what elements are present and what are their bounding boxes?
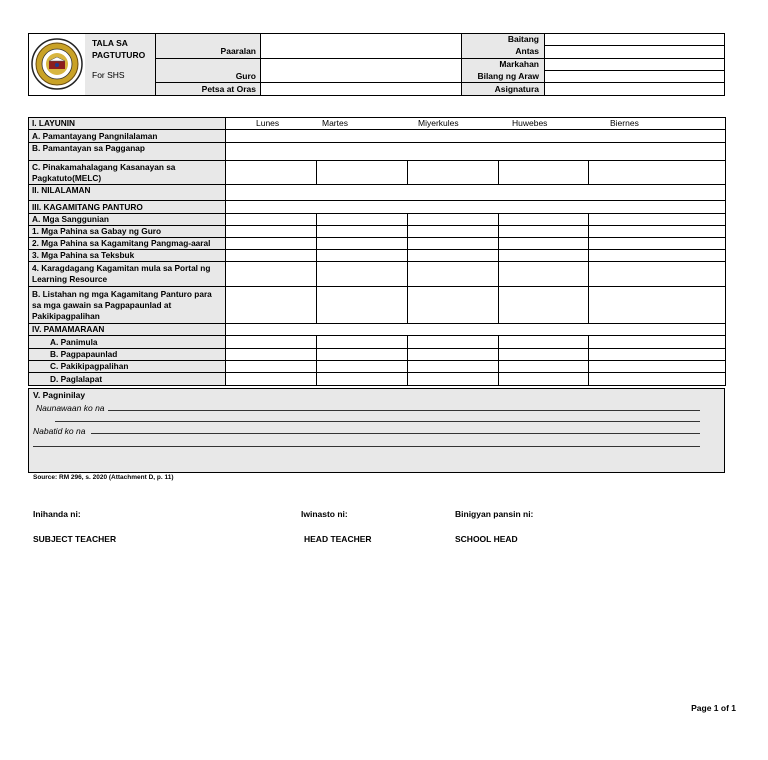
cell-input[interactable] [589, 238, 726, 250]
row-label: 1. Mga Pahina sa Gabay ng Guro [29, 226, 226, 238]
cell-input[interactable] [408, 238, 499, 250]
cell-input[interactable] [226, 349, 317, 361]
cell-input[interactable] [589, 349, 726, 361]
divider [462, 82, 724, 83]
cell-input[interactable] [226, 361, 317, 373]
field-label-asignatura: Asignatura [494, 84, 539, 94]
title-cell [85, 34, 155, 95]
cell-input[interactable] [589, 373, 726, 386]
cell-input[interactable] [317, 161, 408, 185]
cell-input[interactable] [499, 161, 589, 185]
title-line-1: TALA SA [92, 38, 128, 48]
row-label: A. Panimula [29, 336, 226, 349]
field-input-petsa[interactable] [261, 83, 461, 95]
subtitle: For SHS [92, 70, 125, 80]
day-label: Lunes [256, 118, 280, 128]
cell-input[interactable] [408, 250, 499, 262]
row-input[interactable] [226, 185, 726, 201]
row-label: IV. PAMAMARAAN [29, 324, 226, 336]
title-line-2: PAGTUTURO [92, 50, 146, 60]
field-input-guro[interactable] [261, 59, 461, 82]
reflection-prompt-1: Naunawaan ko na [36, 403, 105, 413]
table-row [29, 143, 726, 161]
row-label: I. LAYUNIN [29, 118, 226, 130]
table-row [29, 250, 726, 262]
school-head-role: SCHOOL HEAD [455, 534, 518, 544]
noted-by-label: Binigyan pansin ni: [455, 509, 534, 519]
cell-input[interactable] [226, 336, 317, 349]
row-input[interactable] [226, 201, 726, 214]
cell-input[interactable] [408, 262, 499, 287]
reflection-title: V. Pagninilay [33, 390, 86, 400]
field-label-guro: Guro [235, 71, 256, 81]
page-number: Page 1 of 1 [691, 703, 736, 713]
days-header [226, 118, 726, 130]
cell-input[interactable] [317, 373, 408, 386]
cell-input[interactable] [408, 336, 499, 349]
table-row [29, 336, 726, 349]
day-label: Huwebes [512, 118, 548, 128]
row-label: II. NILALAMAN [29, 185, 226, 201]
cell-input[interactable] [408, 226, 499, 238]
head-teacher-role: HEAD TEACHER [304, 534, 372, 544]
day-label: Martes [322, 118, 348, 128]
source-note: Source: RM 296, s. 2020 (Attachment D, p. 11) [33, 474, 174, 481]
cell-input[interactable] [317, 262, 408, 287]
row-label: C. Pinakamahalagang Kasanayan sa Pagkatuto(MELC) [29, 161, 226, 185]
day-label: Miyerkules [418, 118, 459, 128]
row-label: 3. Mga Pahina sa Teksbuk [29, 250, 226, 262]
cell-input[interactable] [317, 361, 408, 373]
cell-input[interactable] [589, 287, 726, 324]
table-row [29, 262, 726, 287]
cell-input[interactable] [226, 238, 317, 250]
row-label: 2. Mga Pahina sa Kagamitang Pangmag-aaral [29, 238, 226, 250]
reflection-line-2[interactable] [33, 426, 700, 436]
cell-input[interactable] [589, 250, 726, 262]
cell-input[interactable] [499, 262, 589, 287]
reflection-block [28, 388, 725, 473]
blank-line[interactable] [33, 446, 700, 447]
row-label: B. Pagpapaunlad [29, 349, 226, 361]
cell-input[interactable] [499, 214, 589, 226]
field-label-markahan: Markahan [499, 59, 539, 69]
cell-input[interactable] [226, 214, 317, 226]
deped-seal-icon [30, 37, 84, 91]
field-label-baitang: Baitang [507, 34, 539, 44]
row-label: 4. Karagdagang Kagamitan mula sa Portal ng Learning Resource [29, 262, 226, 287]
cell-input[interactable] [589, 262, 726, 287]
table-row [29, 287, 726, 324]
table-row [29, 201, 726, 214]
row-label: A. Pamantayang Pangnilalaman [29, 130, 226, 143]
cell-input[interactable] [317, 349, 408, 361]
table-row [29, 214, 726, 226]
cell-input[interactable] [589, 361, 726, 373]
field-label-petsa: Petsa at Oras [201, 84, 256, 94]
cell-input[interactable] [226, 262, 317, 287]
cell-input[interactable] [408, 161, 499, 185]
reflection-line-1[interactable] [36, 403, 700, 413]
cell-input[interactable] [408, 349, 499, 361]
cell-input[interactable] [408, 287, 499, 324]
table-row [29, 130, 726, 143]
cell-input[interactable] [499, 287, 589, 324]
cell-input[interactable] [226, 226, 317, 238]
cell-input[interactable] [499, 250, 589, 262]
cell-input[interactable] [226, 373, 317, 386]
row-input[interactable] [226, 324, 726, 336]
cell-input[interactable] [226, 287, 317, 324]
cell-input[interactable] [589, 336, 726, 349]
cell-input[interactable] [317, 226, 408, 238]
cell-input[interactable] [499, 349, 589, 361]
field-label-paaralan: Paaralan [220, 46, 256, 56]
row-input[interactable] [226, 130, 726, 143]
cell-input[interactable] [226, 161, 317, 185]
prepared-by-label: Inihanda ni: [33, 509, 81, 519]
cell-input[interactable] [408, 373, 499, 386]
cell-input[interactable] [589, 214, 726, 226]
cell-input[interactable] [499, 336, 589, 349]
row-label: C. Pakikipagpalihan [29, 361, 226, 373]
blank-line[interactable] [55, 421, 700, 422]
field-input-paaralan[interactable] [261, 34, 461, 58]
row-label: D. Paglalapat [29, 373, 226, 386]
table-row [29, 161, 726, 185]
subject-teacher-role: SUBJECT TEACHER [33, 534, 117, 544]
cell-input[interactable] [317, 287, 408, 324]
reflection-prompt-2: Nabatid ko na [33, 426, 86, 436]
row-label: B. Pamantayan sa Pagganap [29, 143, 226, 161]
cell-input[interactable] [589, 161, 726, 185]
cell-input[interactable] [317, 250, 408, 262]
checked-by-label: Iwinasto ni: [301, 509, 348, 519]
logo-cell [29, 34, 84, 95]
field-label-bilang: Bilang ng Araw [477, 71, 539, 81]
table-row [29, 226, 726, 238]
row-label: B. Listahan ng mga Kagamitang Panturo para sa mga gawain sa Pagpapaunlad at Pakikipagpalihan [29, 287, 226, 324]
cell-input[interactable] [499, 373, 589, 386]
cell-input[interactable] [408, 214, 499, 226]
row-input[interactable] [226, 143, 726, 161]
table-row [29, 238, 726, 250]
field-label-antas: Antas [515, 46, 539, 56]
lesson-plan-table [28, 117, 726, 386]
cell-input[interactable] [226, 250, 317, 262]
row-label: A. Mga Sanggunian [29, 214, 226, 226]
divider [544, 70, 724, 71]
day-label: Biernes [610, 118, 639, 128]
cell-input[interactable] [317, 214, 408, 226]
divider [544, 45, 724, 46]
table-row [29, 349, 726, 361]
row-label: III. KAGAMITANG PANTURO [29, 201, 226, 214]
cell-input[interactable] [317, 336, 408, 349]
table-row [29, 185, 726, 201]
table-row [29, 324, 726, 336]
table-row [29, 373, 726, 386]
cell-input[interactable] [589, 226, 726, 238]
cell-input[interactable] [499, 361, 589, 373]
divider [544, 34, 545, 95]
table-row [29, 118, 726, 130]
cell-input[interactable] [499, 226, 589, 238]
cell-input[interactable] [499, 238, 589, 250]
table-row [29, 361, 726, 373]
cell-input[interactable] [408, 361, 499, 373]
cell-input[interactable] [317, 238, 408, 250]
